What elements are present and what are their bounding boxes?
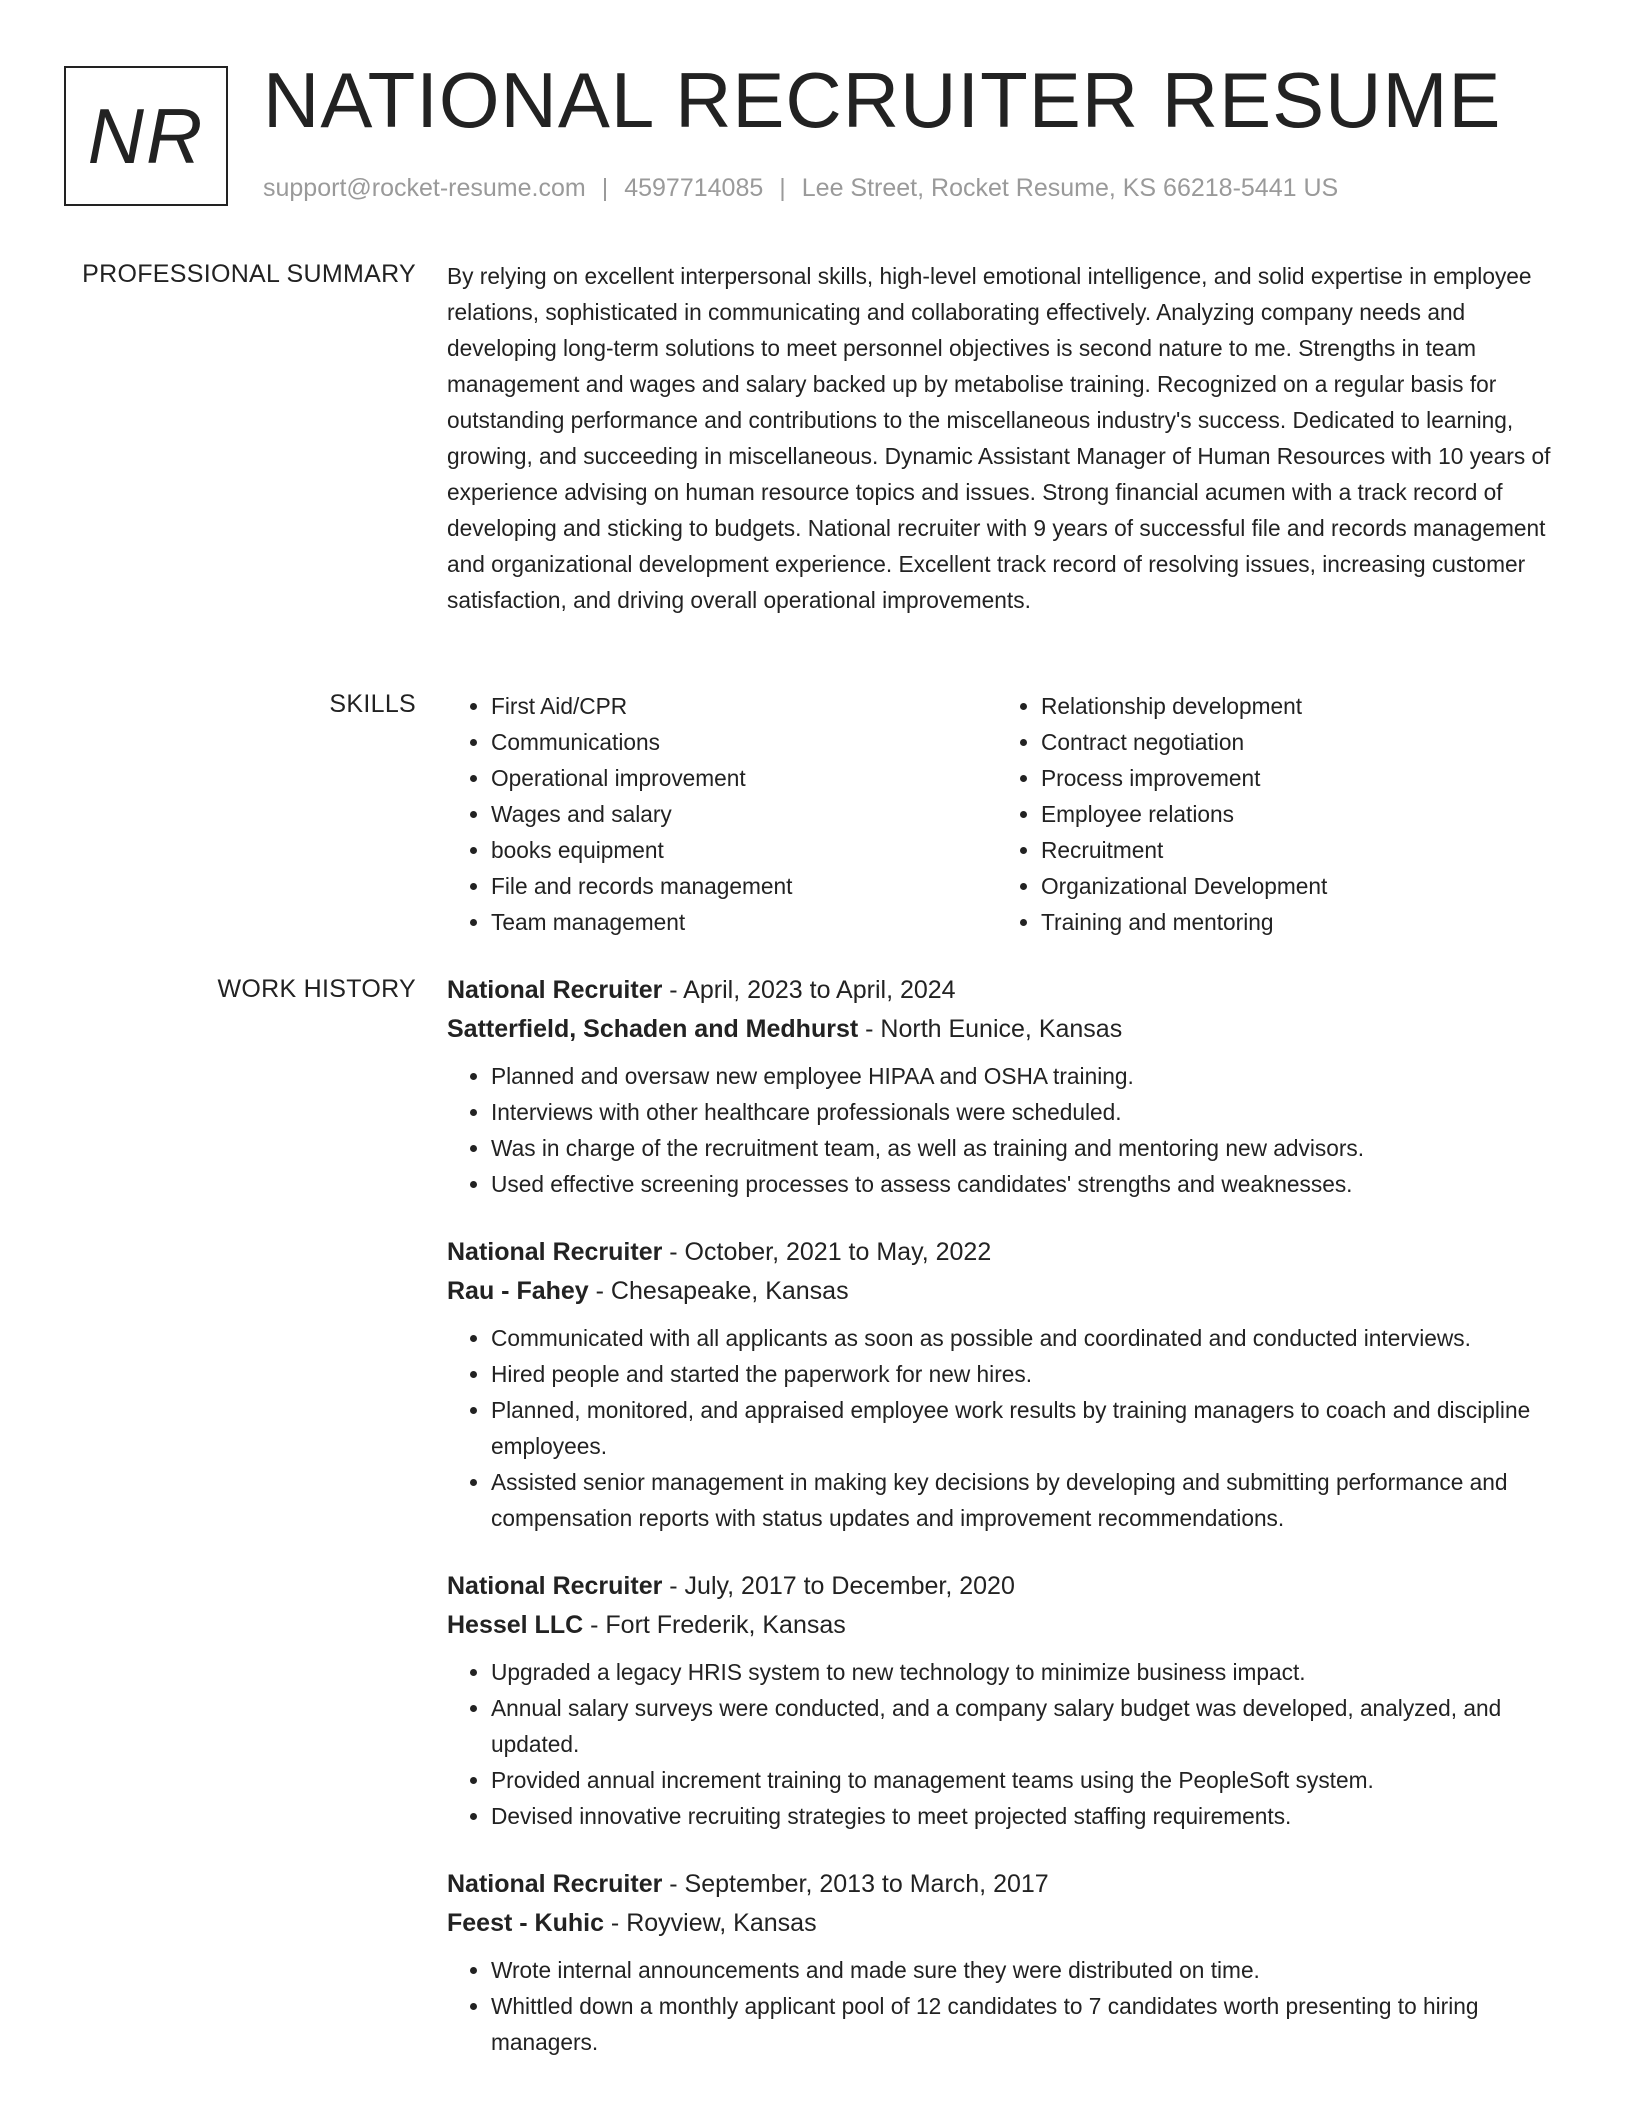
- job-company: Satterfield, Schaden and Medhurst: [447, 1015, 859, 1043]
- job-location: - Chesapeake, Kansas: [588, 1277, 849, 1305]
- job-company: Feest - Kuhic: [447, 1909, 604, 1937]
- job-title: National Recruiter: [447, 1870, 663, 1898]
- job-title: National Recruiter: [447, 976, 663, 1004]
- job-bullet: • Provided annual increment training to management teams using the PeopleSoft system.: [491, 1762, 1567, 1798]
- job-title-line: [447, 970, 1567, 1010]
- job-bullet: • Planned and oversaw new employee HIPAA and OSHA training.: [491, 1058, 1567, 1094]
- contact-phone: 4597714085: [624, 174, 764, 202]
- job-title: National Recruiter: [447, 1572, 663, 1600]
- skill-item: • First Aid/CPR: [491, 688, 997, 724]
- job-bullet-list: [447, 1654, 1567, 1834]
- job-location: - Royview, Kansas: [603, 1909, 817, 1937]
- skills-column-left: [447, 688, 997, 940]
- skill-item: • Process improvement: [1041, 760, 1547, 796]
- job-entry: [447, 1566, 1567, 1834]
- job-bullet: • Whittled down a monthly applicant pool of 12 candidates to 7 candidates worth presenting to hiring managers.: [491, 1988, 1567, 2060]
- job-company: Rau - Fahey: [447, 1277, 589, 1305]
- job-bullet-list: [447, 1320, 1567, 1536]
- job-entry: [447, 1232, 1567, 1536]
- job-title-line: [447, 1232, 1567, 1272]
- skill-item: • File and records management: [491, 868, 997, 904]
- skill-item: • Organizational Development: [1041, 868, 1547, 904]
- skills-column-right: [997, 688, 1547, 940]
- job-bullet: • Wrote internal announcements and made sure they were distributed on time.: [491, 1952, 1567, 1988]
- skills-list-left: [447, 688, 997, 940]
- contact-separator: |: [601, 174, 609, 202]
- job-title: National Recruiter: [447, 1238, 663, 1266]
- resume-title: NATIONAL RECRUITER RESUME: [263, 56, 1502, 144]
- job-bullet: • Communicated with all applicants as soon as possible and coordinated and conducted interviews.: [491, 1320, 1567, 1356]
- job-title-line: [447, 1566, 1567, 1606]
- job-entry: [447, 1864, 1567, 2060]
- job-bullet-list: [447, 1952, 1567, 2060]
- skill-item: • Recruitment: [1041, 832, 1547, 868]
- job-bullet: • Devised innovative recruiting strategies to meet projected staffing requirements.: [491, 1798, 1567, 1834]
- job-location: - Fort Frederik, Kansas: [583, 1611, 846, 1639]
- job-bullet: • Hired people and started the paperwork for new hires.: [491, 1356, 1567, 1392]
- skill-item: • Wages and salary: [491, 796, 997, 832]
- job-location: - North Eunice, Kansas: [858, 1015, 1123, 1043]
- section-heading-skills: SKILLS: [329, 690, 416, 718]
- monogram-box: [64, 66, 228, 206]
- job-dates: - April, 2023 to April, 2024: [662, 976, 956, 1004]
- skill-item: • Employee relations: [1041, 796, 1547, 832]
- job-dates: - July, 2017 to December, 2020: [662, 1572, 1015, 1600]
- skill-item: • Operational improvement: [491, 760, 997, 796]
- job-entry: [447, 970, 1567, 1202]
- job-company-line: [447, 1272, 1567, 1310]
- skills-grid: [447, 688, 1567, 940]
- skill-item: • Relationship development: [1041, 688, 1547, 724]
- skill-item: • Contract negotiation: [1041, 724, 1547, 760]
- job-bullet: • Interviews with other healthcare professionals were scheduled.: [491, 1094, 1567, 1130]
- job-company: Hessel LLC: [447, 1611, 584, 1639]
- job-bullet: • Planned, monitored, and appraised employee work results by training managers to coach and discipline employees.: [491, 1392, 1567, 1464]
- job-dates: - October, 2021 to May, 2022: [662, 1238, 992, 1266]
- contact-email: support@rocket-resume.com: [263, 174, 586, 202]
- skills-list-right: [997, 688, 1547, 940]
- contact-separator: |: [779, 174, 786, 202]
- skill-item: • Communications: [491, 724, 997, 760]
- job-bullet: • Annual salary surveys were conducted, and a company salary budget was developed, analyzed, and updated.: [491, 1690, 1567, 1762]
- job-bullet: • Upgraded a legacy HRIS system to new technology to minimize business impact.: [491, 1654, 1567, 1690]
- job-bullet: • Used effective screening processes to assess candidates' strengths and weaknesses.: [491, 1166, 1567, 1202]
- job-company-line: [447, 1010, 1567, 1048]
- job-company-line: [447, 1606, 1567, 1644]
- section-heading-summary: PROFESSIONAL SUMMARY: [82, 260, 416, 288]
- summary-text: By relying on excellent interpersonal skills, high-level emotional intelligence, and solid expertise in employee relations, sophisticated in communicating and collaborating effectively. Analyzing company needs and developing long-term solutions to meet personnel objectives is second nature to me. Strengths in team management and wages and salary backed up by metabolise training. Recognized on a regular basis for outstanding performance and contributions to the miscellaneous industry's success. Dedicated to learning, growing, and succeeding in miscellaneous. Dynamic Assistant Manager of Human Resources with 10 years of experience advising on human resource topics and issues. Strong financial acumen with a track record of developing and sticking to budgets. National recruiter with 9 years of successful file and records management and organizational development experience. Excellent track record of resolving issues, increasing customer satisfaction, and driving overall operational improvements.: [447, 263, 1551, 613]
- jobs-container: [447, 970, 1567, 2090]
- skill-item: • Team management: [491, 904, 997, 940]
- job-bullet: • Was in charge of the recruitment team, as well as training and mentoring new advisors.: [491, 1130, 1567, 1166]
- job-bullet: • Assisted senior management in making key decisions by developing and submitting performance and compensation reports with status updates and improvement recommendations.: [491, 1464, 1567, 1536]
- monogram-initials: NR: [87, 91, 205, 180]
- skill-item: • books equipment: [491, 832, 997, 868]
- section-heading-work-history: WORK HISTORY: [217, 975, 416, 1003]
- contact-address: Lee Street, Rocket Resume, KS 66218-5441 US: [801, 174, 1339, 202]
- contact-line: [263, 174, 1338, 203]
- job-bullet-list: [447, 1058, 1567, 1202]
- job-title-line: [447, 1864, 1567, 1904]
- job-dates: - September, 2013 to March, 2017: [662, 1870, 1049, 1898]
- skill-item: • Training and mentoring: [1041, 904, 1547, 940]
- job-company-line: [447, 1904, 1567, 1942]
